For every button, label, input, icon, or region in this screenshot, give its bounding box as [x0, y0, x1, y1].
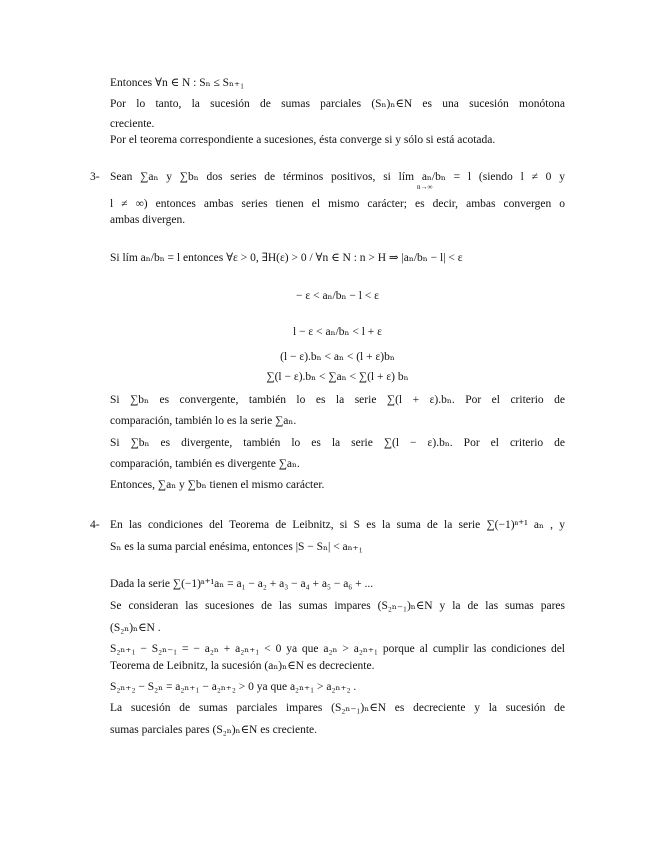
item3-equation-1: − ε < aₙ/bₙ − l < ε — [296, 290, 379, 302]
item3-paragraph-2: comparación, también lo es la serie ∑aₙ. — [110, 415, 297, 427]
item4-line10: sumas parciales pares (S₂ₙ)ₙ∈N es creciente. — [110, 724, 318, 736]
block1-line4: Por el teorema correspondiente a sucesiones, ésta converge si y sólo si está acotada. — [110, 134, 496, 146]
block1-line2: Por lo tanto, la sucesión de sumas parciales (Sₙ)ₙ∈N es una sucesión monótona — [110, 98, 565, 110]
item4-line5: (S₂ₙ)ₙ∈N . — [110, 622, 161, 634]
item3-paragraph-3: Si ∑bₙ es divergente, también lo es la serie ∑(l − ε).bₙ. Por el criterio de — [110, 437, 565, 449]
item3-paragraph-1: Si ∑bₙ es convergente, también lo es la serie ∑(l + ε).bₙ. Por el criterio de — [110, 394, 565, 406]
block1-line1: Entonces ∀n ∈ N : Sₙ ≤ Sₙ₊₁ — [110, 77, 245, 89]
item3-equation-2: l − ε < aₙ/bₙ < l + ε — [293, 326, 382, 338]
item4-line7: Teorema de Leibnitz, la sucesión (aₙ)ₙ∈N es decreciente. — [110, 660, 375, 672]
item3-equation-4: ∑(l − ε).bₙ < ∑aₙ < ∑(l + ε) bₙ — [266, 371, 409, 383]
item4-line2: Sₙ es la suma parcial enésima, entonces |S − Sₙ| < aₙ₊₁ — [110, 541, 363, 553]
item4-line8: S₂ₙ₊₂ − S₂ₙ = a₂ₙ₊₁ − a₂ₙ₊₂ > 0 ya que a₂ₙ₊₁ > a₂ₙ₊₂ . — [110, 681, 357, 693]
item4-line3: Dada la serie ∑(−1)ⁿ⁺¹aₙ = a₁ − a₂ + a₃ − a₄ + a₅ − a₆ + ... — [110, 578, 374, 590]
item4-number: 4- — [90, 519, 100, 531]
item3-paragraph-5: Entonces, ∑aₙ y ∑bₙ tienen el mismo carácter. — [110, 479, 325, 491]
item3-proof-line1: Si lím aₙ/bₙ = l entonces ∀ε > 0, ∃H(ε) > 0 / ∀n ∈ N : n > H ⇒ |aₙ/bₙ − l| < ε — [110, 252, 463, 264]
item3-line3: ambas divergen. — [110, 214, 186, 226]
item3-limit-subscript: n→∞ — [417, 183, 433, 191]
item3-number: 3- — [90, 171, 100, 183]
item3-line2: l ≠ ∞) entonces ambas series tienen el mismo carácter; es decir, ambas convergen o — [110, 198, 565, 210]
item4-line6: S₂ₙ₊₁ − S₂ₙ₋₁ = − a₂ₙ + a₂ₙ₊₁ < 0 ya que a₂ₙ > a₂ₙ₊₁ porque al cumplir las condiciones del — [110, 643, 565, 655]
item3-paragraph-4: comparación, también es divergente ∑aₙ. — [110, 458, 300, 470]
item4-line9: La sucesión de sumas parciales impares (S₂ₙ₋₁)ₙ∈N es decreciente y la sucesión de — [110, 702, 565, 714]
item3-line1: Sean ∑aₙ y ∑bₙ dos series de términos positivos, si lím aₙ/bₙ = l (siendo l ≠ 0 y — [110, 171, 565, 183]
item4-line1: En las condiciones del Teorema de Leibnitz, si S es la suma de la serie ∑(−1)ⁿ⁺¹ aₙ , y — [110, 519, 565, 531]
block1-line3: creciente. — [110, 118, 155, 130]
item4-line4: Se consideran las sucesiones de las sumas impares (S₂ₙ₋₁)ₙ∈N y la de las sumas pares — [110, 600, 565, 612]
item3-equation-3: (l − ε).bₙ < aₙ < (l + ε)bₙ — [280, 351, 395, 363]
